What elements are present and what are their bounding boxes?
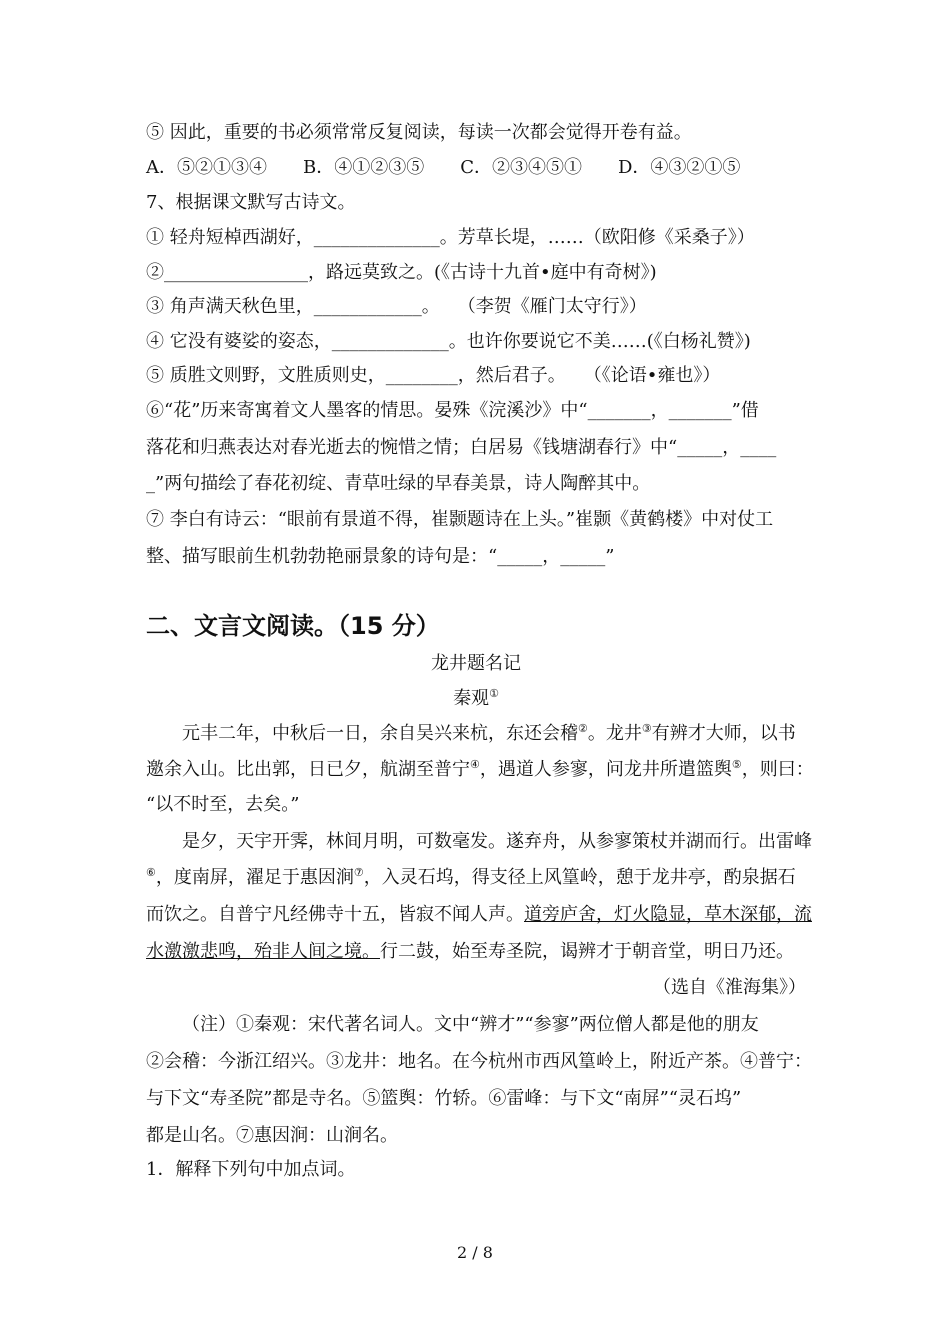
- footnote-marker: ②: [578, 722, 588, 735]
- footnote-marker: ①: [489, 687, 499, 700]
- passage-line: 是夕，天宇开霁，林间月明，可数毫发。遂弃舟，从参寥策杖并湖而行。出雷峰: [182, 831, 812, 852]
- q6-item-5: ⑤ 因此，重要的书必须常常反复阅读，每读一次都会觉得开卷有益。: [146, 122, 692, 143]
- q7-line-3: ③ 角声满天秋色里，____________。 （李贺《雁门太守行》）: [146, 296, 647, 317]
- passage-source: （选自《淮海集》）: [653, 977, 806, 998]
- note-line: （注）①秦观：宋代著名词人。文中“辨才”“参寥”两位僧人都是他的朋友: [182, 1014, 759, 1035]
- passage-line: 元丰二年，中秋后一日，余自吴兴来杭，东还会稽②。龙井③有辨才大师，以书: [182, 722, 796, 744]
- footnote-marker: ⑤: [731, 758, 742, 771]
- q7-line-2: ②________________，路远莫致之。(《古诗十九首•庭中有奇树》): [146, 262, 657, 283]
- q6-options: A．⑤②①③④ B．④①②③⑤ C．②③④⑤① D．④③②①⑤: [146, 157, 741, 178]
- note-line: ②会稽：今浙江绍兴。③龙井：地名。在今杭州市西风篁岭上，附近产茶。④普宁：: [146, 1051, 812, 1072]
- author-name: 秦观: [453, 688, 490, 709]
- passage-line: ⑥，度南屏，濯足于惠因涧⑦，入灵石坞，得支径上风篁岭，憩于龙井亭，酌泉据石: [146, 866, 796, 888]
- q7-line-6c: _”两句描绘了春花初绽、青草吐绿的早春美景，诗人陶醉其中。: [146, 473, 651, 494]
- q7-line-1: ① 轻舟短棹西湖好，______________。芳草长堤，……（欧阳修《采桑子》）: [146, 227, 755, 248]
- q7-line-7b: 整、描写眼前生机勃勃艳丽景象的诗句是：“_____，_____”: [146, 546, 615, 567]
- underlined-sentence: 道旁庐舍，灯火隐显，草木深郁，流: [524, 904, 812, 925]
- passage-line: “以不时至，去矣。”: [146, 794, 300, 815]
- question-1: 1．解释下列句中加点词。: [146, 1159, 356, 1180]
- footnote-marker: ④: [470, 758, 480, 771]
- q7-line-6b: 落花和归燕表达对春光逝去的惋惜之情；白居易《钱塘湖春行》中“_____，____: [146, 437, 777, 458]
- q7-line-4: ④ 它没有婆娑的姿态，_____________。也许你要说它不美……(《白杨礼赞》): [146, 331, 751, 352]
- note-line: 都是山名。⑦惠因涧：山涧名。: [146, 1125, 398, 1146]
- q7-line-6a: ⑥“花”历来寄寓着文人墨客的情思。晏殊《浣溪沙》中“_______，_______”借: [146, 400, 759, 421]
- footnote-marker: ⑦: [353, 866, 364, 879]
- passage-author: [146, 687, 806, 711]
- footnote-marker: ⑥: [146, 866, 156, 879]
- page-number: 2 / 8: [457, 1243, 493, 1262]
- note-line: 与下文“寿圣院”都是寺名。⑤篮舆：竹轿。⑥雷峰：与下文“南屏”“灵石坞”: [146, 1088, 742, 1109]
- passage-title: 龙井题名记: [431, 653, 521, 674]
- passage-line: 而饮之。自普宁凡经佛寺十五，皆寂不闻人声。道旁庐舍，灯火隐显，草木深郁，流: [146, 904, 812, 925]
- footnote-marker: ③: [641, 722, 652, 735]
- underlined-sentence: 水激激悲鸣，殆非人间之境。: [146, 941, 380, 962]
- q7-title: 7、根据课文默写古诗文。: [146, 192, 356, 213]
- q7-line-5: ⑤ 质胜文则野，文胜质则史，________，然后君子。 （《论语•雍也》）: [146, 365, 721, 386]
- passage-line: 邀余入山。比出郭，日已夕，航湖至普宁④，遇道人参寥，问龙井所遣篮舆⑤，则曰：: [146, 758, 814, 780]
- passage-line: 水激激悲鸣，殆非人间之境。行二鼓，始至寿圣院，谒辨才于朝音堂，明日乃还。: [146, 941, 794, 962]
- q7-line-7a: ⑦ 李白有诗云：“眼前有景道不得，崔颢题诗在上头。”崔颢《黄鹤楼》中对仗工: [146, 509, 774, 530]
- section-heading: 二、文言文阅读。（15 分）: [146, 612, 440, 640]
